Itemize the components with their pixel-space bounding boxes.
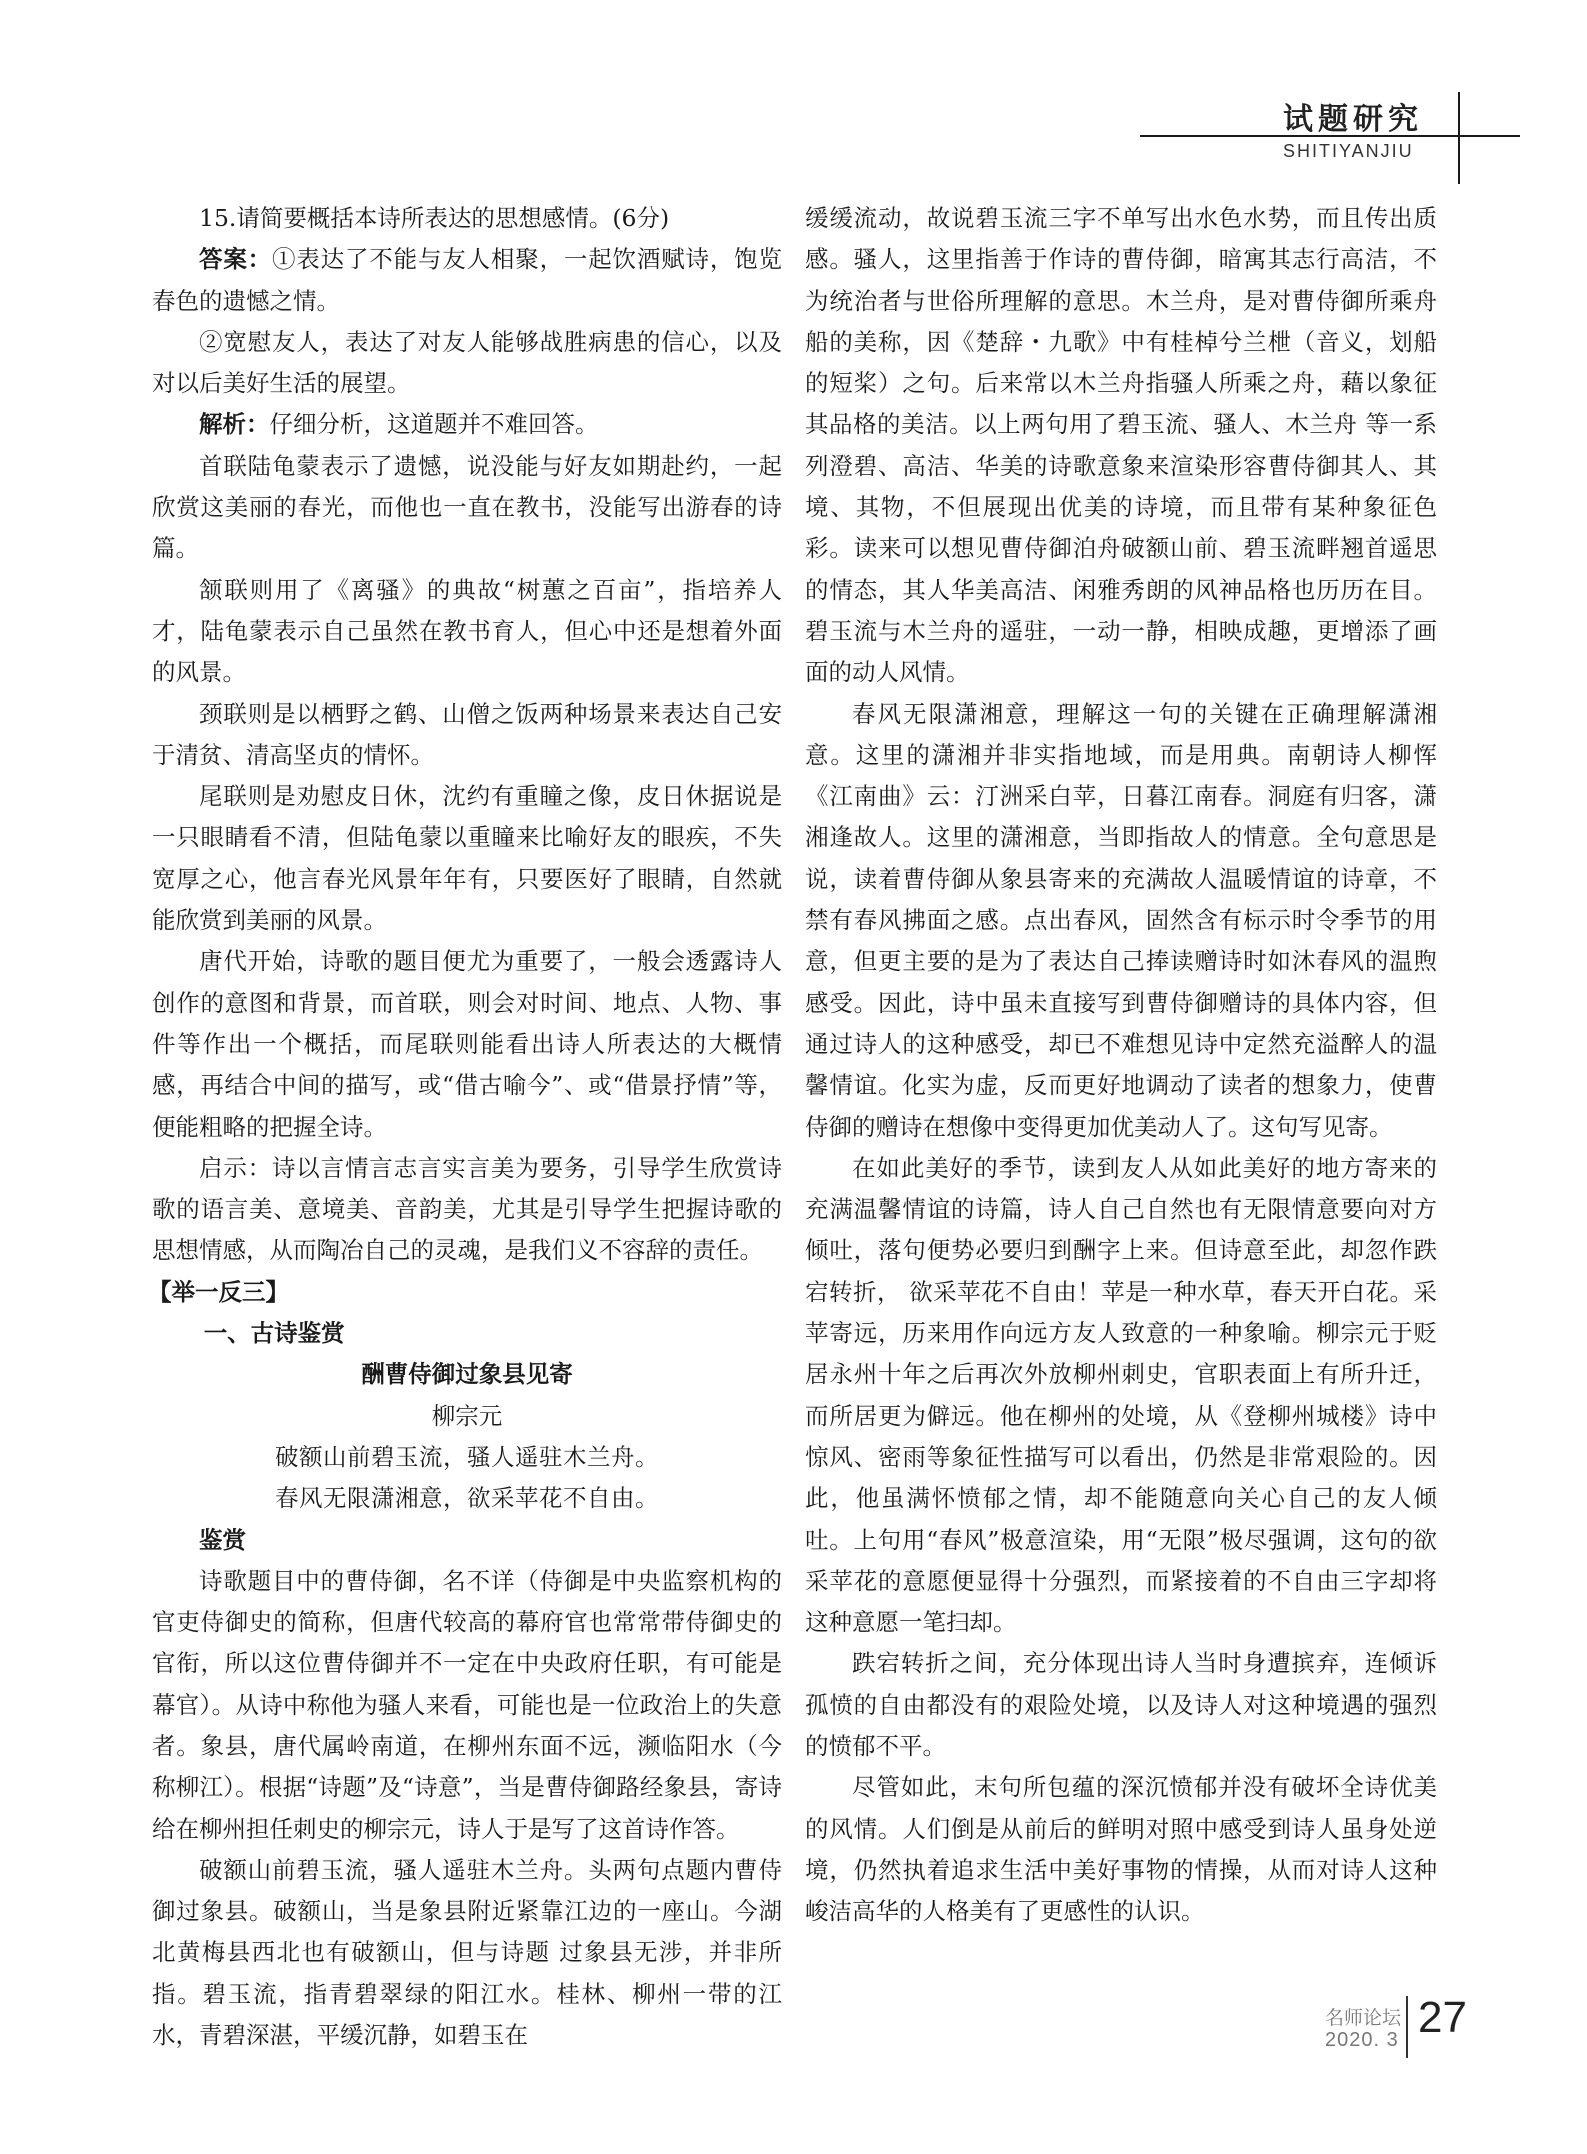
paragraph: 尽管如此，末句所包蕴的深沉愤郁并没有破坏全诗优美的风情。人们倒是从前后的鲜明对照中感受到诗人虽身处逆境，仍然执着追求生活中美好事物的情操，从而对诗人这种峻洁高华的人格美有了更感性的认识。 — [805, 1773, 1437, 1926]
paragraph: 唐代开始，诗歌的题目便尤为重要了，一般会透露诗人创作的意图和背景，而首联，则会对时间、地点、人物、事件等作出一个概括，而尾联则能看出诗人所表达的大概情感，再结合中间的描写，或“借古喻今”、或“借景抒情”等，便能粗略的把握全诗。 — [152, 947, 782, 1141]
analysis-intro: 仔细分析，这道题并不难回答。 — [269, 410, 599, 439]
analysis-label: 解析： — [199, 410, 270, 439]
subsection-heading: 一、古诗鉴赏 — [203, 1319, 345, 1348]
insight-paragraph: 启示：诗以言情言志言实言美为要务，引导学生欣赏诗歌的语言美、意境美、音韵美，尤其是引导学生把握诗歌的思想情感，从而陶冶自己的灵魂，是我们义不容辞的责任。 — [152, 1153, 782, 1265]
analysis — [152, 404, 782, 445]
appreciation-label: 鉴赏 — [199, 1525, 246, 1554]
footer-divider — [1406, 1996, 1408, 2058]
paragraph: 缓缓流动，故说碧玉流三字不单写出水色水势，而且传出质感。骚人，这里指善于作诗的曹侍御，暗寓其志行高洁，不为统治者与世俗所理解的意思。木兰舟，是对曹侍御所乘舟船的美称，因《楚辞・九歌》中有桂棹兮兰枻（音义，划船的短桨）之句。后来常以木兰舟指骚人所乘之舟，藉以象征其品格的美洁。以上两句用了碧玉流、骚人、木兰舟 等一系列澄碧、高洁、华美的诗歌意象来渲染形容曹侍御其人、其境、其物，不但展现出优美的诗境，而且带有某种象征色彩。读来可以想见曹侍御泊舟破额山前、碧玉流畔翘首遥思的情态，其人华美高洁、闲雅秀朗的风神品格也历历在目。碧玉流与木兰舟的遥驻，一动一静，相映成趣，更增添了画面的动人风情。 — [805, 204, 1437, 687]
poem-line: 破额山前碧玉流，骚人遥驻木兰舟。 — [275, 1442, 659, 1471]
answer-label: 答案： — [199, 245, 272, 274]
page-number: 27 — [1418, 1993, 1467, 2042]
paragraph: 跌宕转折之间，充分体现出诗人当时身遭摈弃，连倾诉孤愤的自由都没有的艰险处境，以及诗人对这种境遇的强烈的愤郁不平。 — [805, 1649, 1437, 1760]
paragraph: 春风无限潇湘意，理解这一句的关键在正确理解潇湘意。这里的潇湘并非实指地域，而是用典。南朝诗人柳恽《江南曲》云：汀洲采白苹，日暮江南春。洞庭有归客，潇湘逢故人。这里的潇湘意，当即指故人的情意。全句意思是说，读着曹侍御从象县寄来的充满故人温暖情谊的诗章，不禁有春风拂面之感。点出春风，固然含有标示时令季节的用意，但更主要的是为了表达自己捧读赠诗时如沐春风的温煦感受。因此，诗中虽未直接写到曹侍御赠诗的具体内容，但通过诗人的这种感受，却已不难想见诗中定然充溢醉人的温馨情谊。化实为虚，反而更好地调动了读者的想象力，使曹侍御的赠诗在想像中变得更加优美动人了。这句写见寄。 — [805, 699, 1437, 1141]
issue-date: 2020. 3 — [1325, 2029, 1399, 2051]
paragraph: 颈联则是以栖野之鹤、山僧之饭两种场景来表达自己安于清贫、清高坚贞的情怀。 — [152, 699, 782, 769]
left-column — [148, 198, 783, 2056]
question-15: 15.请简要概括本诗所表达的思想感情。(6分) — [199, 204, 670, 232]
right-column — [805, 198, 1437, 1932]
column-subtitle: SHITIYANJIU — [1283, 141, 1414, 161]
answer-2: ②宽慰友人，表达了对友人能够战胜病患的信心，以及对以后美好生活的展望。 — [152, 327, 782, 398]
answer-1 — [152, 239, 782, 322]
paragraph: 在如此美好的季节，读到友人从如此美好的地方寄来的充满温馨情谊的诗篇，诗人自己自然也有无限情意要向对方倾吐，落句便势必要归到酬字上来。但诗意至此，却忽作跌宕转折， 欲采苹花不自由！苹是一种水草，春天开白花。采苹寄远，历来用作向远方友人致意的一种象喻。柳宗元于贬居永州十年之后再次外放柳州刺史，官职表面上有所升迁，而所居更为僻远。他在柳州的处境，从《登柳州城楼》诗中惊风、密雨等象征性描写可以看出，仍然是非常艰险的。因此，他虽满怀愤郁之情，却不能随意向关心自己的友人倾吐。上句用“春风”极意渲染，用“无限”极尽强调，这句的欲采苹花的意愿便显得十分强烈，而紧接着的不自由三字却将这种意愿一笔扫却。 — [805, 1153, 1437, 1637]
paragraph: 破额山前碧玉流，骚人遥驻木兰舟。头两句点题内曹侍御过象县。破额山，当是象县附近紧靠江边的一座山。今湖北黄梅县西北也有破额山，但与诗题 过象县无涉，并非所指。碧玉流，指青碧翠绿的阳江水。桂林、柳州一带的江水，青碧深湛，平缓沉静，如碧玉在 — [152, 1855, 782, 2050]
section-heading: 【举一反三】 — [148, 1277, 289, 1306]
paragraph: 诗歌题目中的曹侍御，名不详（侍御是中央监察机构的官吏侍御史的简称，但唐代较高的幕府官也常常带侍御史的官衔，所以这位曹侍御并不一定在中央政府任职，有可能是幕官）。从诗中称他为骚人来看，可能也是一位政治上的失意者。象县，唐代属岭南道，在柳州东面不远，濒临阳水（今称柳江）。根据“诗题”及“诗意”，当是曹侍御路经象县，寄诗给在柳州担任刺史的柳宗元，诗人于是写了这首诗作答。 — [152, 1566, 782, 1843]
paragraph: 颔联则用了《离骚》的典故“树蕙之百亩”，指培养人才，陆龟蒙表示自己虽然在教书育人，但心中还是想着外面的风景。 — [152, 575, 782, 687]
poem-author: 柳宗元 — [431, 1401, 503, 1430]
poem-title: 酬曹侍御过象县见寄 — [361, 1360, 573, 1389]
paragraph: 首联陆龟蒙表示了遗憾，说没能与好友如期赴约，一起欣赏这美丽的春光，而他也一直在教书，没能写出游春的诗篇。 — [152, 451, 782, 563]
journal-name: 名师论坛 — [1325, 2007, 1402, 2029]
header-divider — [1458, 92, 1460, 184]
answer-1-text: ①表达了不能与友人相聚，一起饮酒赋诗，饱览春色的遗憾之情。 — [152, 245, 783, 315]
paragraph: 尾联则是劝慰皮日休，沈约有重瞳之像，皮日休据说是一只眼睛看不清，但陆龟蒙以重瞳来比喻好友的眼疾，不失宽厚之心，他言春光风景年年有，只要医好了眼睛，自然就能欣赏到美丽的风景。 — [152, 782, 782, 935]
poem-line: 春风无限潇湘意，欲采苹花不自由。 — [275, 1484, 659, 1513]
column-title: 试题研究 — [1283, 102, 1423, 137]
